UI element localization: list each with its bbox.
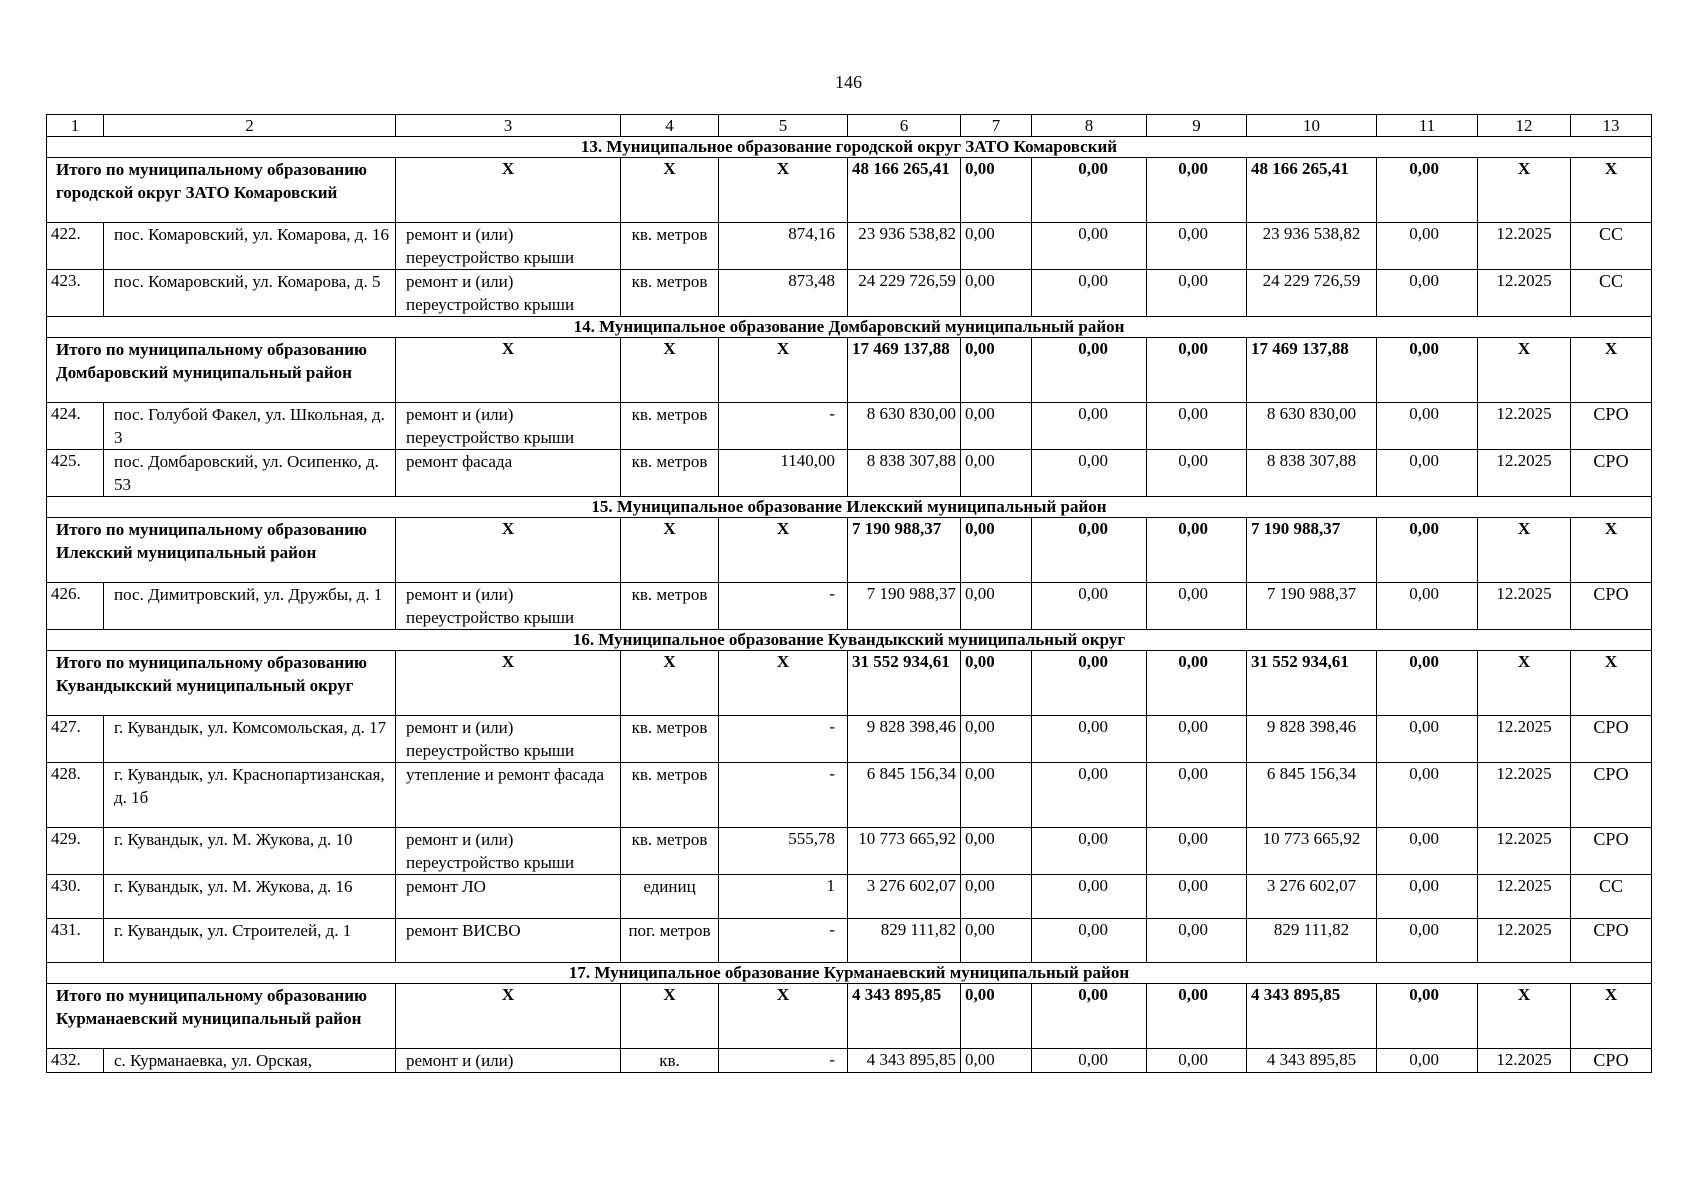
unit: кв. метров bbox=[621, 716, 719, 763]
total-col11: 0,00 bbox=[1377, 338, 1478, 403]
total-col7: 0,00 bbox=[961, 338, 1032, 403]
col9: 0,00 bbox=[1147, 875, 1247, 919]
work-type: ремонт и (или) переустройство крыши bbox=[396, 270, 621, 317]
total-col8: 0,00 bbox=[1032, 518, 1147, 583]
funding-method: СРО bbox=[1571, 763, 1652, 828]
volume: - bbox=[719, 1049, 848, 1073]
total-col10: 17 469 137,88 bbox=[1247, 338, 1377, 403]
volume: 873,48 bbox=[719, 270, 848, 317]
work-type: ремонт и (или) переустройство крыши bbox=[396, 828, 621, 875]
unit: кв. метров bbox=[621, 403, 719, 450]
completion-date: 12.2025 bbox=[1478, 716, 1571, 763]
column-number: 2 bbox=[104, 115, 396, 137]
column-number: 11 bbox=[1377, 115, 1478, 137]
volume: 555,78 bbox=[719, 828, 848, 875]
col10: 829 111,82 bbox=[1247, 919, 1377, 963]
col10: 23 936 538,82 bbox=[1247, 223, 1377, 270]
completion-date: 12.2025 bbox=[1478, 223, 1571, 270]
funding-method: СС bbox=[1571, 270, 1652, 317]
volume: 1140,00 bbox=[719, 450, 848, 497]
address: г. Кувандык, ул. М. Жукова, д. 16 bbox=[104, 875, 396, 919]
completion-date: 12.2025 bbox=[1478, 1049, 1571, 1073]
cost: 3 276 602,07 bbox=[848, 875, 961, 919]
column-number: 8 bbox=[1032, 115, 1147, 137]
completion-date: 12.2025 bbox=[1478, 583, 1571, 630]
section-header-row bbox=[47, 137, 1652, 158]
col10: 9 828 398,46 bbox=[1247, 716, 1377, 763]
col9: 0,00 bbox=[1147, 403, 1247, 450]
table-row bbox=[47, 223, 1652, 270]
cost: 23 936 538,82 bbox=[848, 223, 961, 270]
col11: 0,00 bbox=[1377, 1049, 1478, 1073]
row-number: 430. bbox=[47, 875, 104, 919]
funding-method: СС bbox=[1571, 875, 1652, 919]
total-title: Итого по муниципальному образованию городской округ ЗАТО Комаровский bbox=[47, 158, 396, 223]
total-col10: 4 343 895,85 bbox=[1247, 984, 1377, 1049]
volume: 874,16 bbox=[719, 223, 848, 270]
total-volume: X bbox=[719, 338, 848, 403]
table-body bbox=[47, 115, 1652, 1073]
work-type: ремонт и (или) bbox=[396, 1049, 621, 1073]
row-number: 432. bbox=[47, 1049, 104, 1073]
total-col10: 7 190 988,37 bbox=[1247, 518, 1377, 583]
cost: 10 773 665,92 bbox=[848, 828, 961, 875]
col7: 0,00 bbox=[961, 270, 1032, 317]
section-total-row bbox=[47, 651, 1652, 716]
work-type: ремонт ВИСВО bbox=[396, 919, 621, 963]
total-work-type: X bbox=[396, 651, 621, 716]
col9: 0,00 bbox=[1147, 450, 1247, 497]
col11: 0,00 bbox=[1377, 875, 1478, 919]
col7: 0,00 bbox=[961, 450, 1032, 497]
table-row bbox=[47, 403, 1652, 450]
total-unit: X bbox=[621, 984, 719, 1049]
address: г. Кувандык, ул. Комсомольская, д. 17 bbox=[104, 716, 396, 763]
total-col11: 0,00 bbox=[1377, 984, 1478, 1049]
total-unit: X bbox=[621, 158, 719, 223]
unit: кв. метров bbox=[621, 223, 719, 270]
col7: 0,00 bbox=[961, 828, 1032, 875]
section-header-row bbox=[47, 630, 1652, 651]
col8: 0,00 bbox=[1032, 583, 1147, 630]
table-row bbox=[47, 875, 1652, 919]
section-title: 15. Муниципальное образование Илекский муниципальный район bbox=[47, 497, 1652, 518]
total-work-type: X bbox=[396, 518, 621, 583]
col11: 0,00 bbox=[1377, 919, 1478, 963]
col11: 0,00 bbox=[1377, 270, 1478, 317]
table-row bbox=[47, 583, 1652, 630]
work-type: ремонт фасада bbox=[396, 450, 621, 497]
col10: 6 845 156,34 bbox=[1247, 763, 1377, 828]
unit: кв. метров bbox=[621, 763, 719, 828]
section-total-row bbox=[47, 158, 1652, 223]
col8: 0,00 bbox=[1032, 763, 1147, 828]
total-cost: 48 166 265,41 bbox=[848, 158, 961, 223]
total-date: X bbox=[1478, 518, 1571, 583]
column-number: 6 bbox=[848, 115, 961, 137]
funding-method: СРО bbox=[1571, 1049, 1652, 1073]
col10: 8 838 307,88 bbox=[1247, 450, 1377, 497]
unit: пог. метров bbox=[621, 919, 719, 963]
col8: 0,00 bbox=[1032, 270, 1147, 317]
col7: 0,00 bbox=[961, 763, 1032, 828]
table-row bbox=[47, 450, 1652, 497]
completion-date: 12.2025 bbox=[1478, 875, 1571, 919]
col11: 0,00 bbox=[1377, 223, 1478, 270]
total-volume: X bbox=[719, 518, 848, 583]
section-title: 17. Муниципальное образование Курманаевский муниципальный район bbox=[47, 963, 1652, 984]
cost: 7 190 988,37 bbox=[848, 583, 961, 630]
total-date: X bbox=[1478, 651, 1571, 716]
col10: 8 630 830,00 bbox=[1247, 403, 1377, 450]
col7: 0,00 bbox=[961, 919, 1032, 963]
col8: 0,00 bbox=[1032, 875, 1147, 919]
work-type: утепление и ремонт фасада bbox=[396, 763, 621, 828]
total-title: Итого по муниципальному образованию Илекский муниципальный район bbox=[47, 518, 396, 583]
col10: 4 343 895,85 bbox=[1247, 1049, 1377, 1073]
funding-method: СРО bbox=[1571, 403, 1652, 450]
table-row bbox=[47, 828, 1652, 875]
total-col9: 0,00 bbox=[1147, 158, 1247, 223]
total-col8: 0,00 bbox=[1032, 984, 1147, 1049]
col11: 0,00 bbox=[1377, 828, 1478, 875]
total-unit: X bbox=[621, 518, 719, 583]
col9: 0,00 bbox=[1147, 223, 1247, 270]
total-col7: 0,00 bbox=[961, 518, 1032, 583]
address: г. Кувандык, ул. Краснопартизанская, д. 1б bbox=[104, 763, 396, 828]
work-type: ремонт и (или) переустройство крыши bbox=[396, 583, 621, 630]
address: с. Курманаевка, ул. Орская, bbox=[104, 1049, 396, 1073]
col9: 0,00 bbox=[1147, 919, 1247, 963]
col11: 0,00 bbox=[1377, 583, 1478, 630]
col7: 0,00 bbox=[961, 875, 1032, 919]
table-row bbox=[47, 919, 1652, 963]
funding-method: СРО bbox=[1571, 450, 1652, 497]
section-title: 14. Муниципальное образование Домбаровский муниципальный район bbox=[47, 317, 1652, 338]
total-method: X bbox=[1571, 158, 1652, 223]
col7: 0,00 bbox=[961, 1049, 1032, 1073]
total-cost: 31 552 934,61 bbox=[848, 651, 961, 716]
volume: - bbox=[719, 583, 848, 630]
row-number: 429. bbox=[47, 828, 104, 875]
total-method: X bbox=[1571, 651, 1652, 716]
total-work-type: X bbox=[396, 158, 621, 223]
section-total-row bbox=[47, 338, 1652, 403]
work-type: ремонт и (или) переустройство крыши bbox=[396, 403, 621, 450]
funding-method: СРО bbox=[1571, 583, 1652, 630]
col7: 0,00 bbox=[961, 403, 1032, 450]
total-col11: 0,00 bbox=[1377, 518, 1478, 583]
col10: 7 190 988,37 bbox=[1247, 583, 1377, 630]
section-header-row bbox=[47, 963, 1652, 984]
total-col10: 48 166 265,41 bbox=[1247, 158, 1377, 223]
total-col7: 0,00 bbox=[961, 158, 1032, 223]
col7: 0,00 bbox=[961, 716, 1032, 763]
total-cost: 17 469 137,88 bbox=[848, 338, 961, 403]
col7: 0,00 bbox=[961, 223, 1032, 270]
total-date: X bbox=[1478, 338, 1571, 403]
col8: 0,00 bbox=[1032, 223, 1147, 270]
total-method: X bbox=[1571, 338, 1652, 403]
unit: кв. метров bbox=[621, 828, 719, 875]
total-work-type: X bbox=[396, 984, 621, 1049]
total-cost: 4 343 895,85 bbox=[848, 984, 961, 1049]
row-number: 431. bbox=[47, 919, 104, 963]
col11: 0,00 bbox=[1377, 403, 1478, 450]
col10: 24 229 726,59 bbox=[1247, 270, 1377, 317]
cost: 9 828 398,46 bbox=[848, 716, 961, 763]
work-type: ремонт и (или) переустройство крыши bbox=[396, 223, 621, 270]
completion-date: 12.2025 bbox=[1478, 919, 1571, 963]
unit: единиц bbox=[621, 875, 719, 919]
work-type: ремонт и (или) переустройство крыши bbox=[396, 716, 621, 763]
total-date: X bbox=[1478, 158, 1571, 223]
total-col9: 0,00 bbox=[1147, 338, 1247, 403]
volume: - bbox=[719, 403, 848, 450]
total-col8: 0,00 bbox=[1032, 651, 1147, 716]
section-title: 13. Муниципальное образование городской округ ЗАТО Комаровский bbox=[47, 137, 1652, 158]
section-title: 16. Муниципальное образование Кувандыкский муниципальный округ bbox=[47, 630, 1652, 651]
section-total-row bbox=[47, 984, 1652, 1049]
column-number: 4 bbox=[621, 115, 719, 137]
total-col7: 0,00 bbox=[961, 984, 1032, 1049]
col11: 0,00 bbox=[1377, 763, 1478, 828]
total-col7: 0,00 bbox=[961, 651, 1032, 716]
col8: 0,00 bbox=[1032, 919, 1147, 963]
col11: 0,00 bbox=[1377, 716, 1478, 763]
row-number: 426. bbox=[47, 583, 104, 630]
row-number: 422. bbox=[47, 223, 104, 270]
total-title: Итого по муниципальному образованию Кувандыкский муниципальный округ bbox=[47, 651, 396, 716]
column-number-row bbox=[47, 115, 1652, 137]
section-header-row bbox=[47, 317, 1652, 338]
col8: 0,00 bbox=[1032, 716, 1147, 763]
total-volume: X bbox=[719, 651, 848, 716]
cost: 4 343 895,85 bbox=[848, 1049, 961, 1073]
total-col9: 0,00 bbox=[1147, 984, 1247, 1049]
cost: 6 845 156,34 bbox=[848, 763, 961, 828]
cost: 24 229 726,59 bbox=[848, 270, 961, 317]
col9: 0,00 bbox=[1147, 716, 1247, 763]
total-unit: X bbox=[621, 651, 719, 716]
table-row bbox=[47, 763, 1652, 828]
funding-method: СС bbox=[1571, 223, 1652, 270]
row-number: 427. bbox=[47, 716, 104, 763]
col9: 0,00 bbox=[1147, 270, 1247, 317]
total-col8: 0,00 bbox=[1032, 158, 1147, 223]
section-total-row bbox=[47, 518, 1652, 583]
row-number: 424. bbox=[47, 403, 104, 450]
total-col11: 0,00 bbox=[1377, 158, 1478, 223]
column-number: 3 bbox=[396, 115, 621, 137]
total-volume: X bbox=[719, 984, 848, 1049]
unit: кв. метров bbox=[621, 450, 719, 497]
repair-program-table bbox=[46, 114, 1652, 1073]
total-col8: 0,00 bbox=[1032, 338, 1147, 403]
column-number: 1 bbox=[47, 115, 104, 137]
column-number: 7 bbox=[961, 115, 1032, 137]
volume: - bbox=[719, 763, 848, 828]
funding-method: СРО bbox=[1571, 716, 1652, 763]
total-method: X bbox=[1571, 984, 1652, 1049]
total-volume: X bbox=[719, 158, 848, 223]
address: пос. Домбаровский, ул. Осипенко, д. 53 bbox=[104, 450, 396, 497]
col9: 0,00 bbox=[1147, 763, 1247, 828]
funding-method: СРО bbox=[1571, 919, 1652, 963]
unit: кв. метров bbox=[621, 270, 719, 317]
cost: 8 630 830,00 bbox=[848, 403, 961, 450]
total-title: Итого по муниципальному образованию Курманаевский муниципальный район bbox=[47, 984, 396, 1049]
column-number: 9 bbox=[1147, 115, 1247, 137]
column-number: 12 bbox=[1478, 115, 1571, 137]
address: пос. Комаровский, ул. Комарова, д. 5 bbox=[104, 270, 396, 317]
col10: 10 773 665,92 bbox=[1247, 828, 1377, 875]
total-title: Итого по муниципальному образованию Домбаровский муниципальный район bbox=[47, 338, 396, 403]
total-col9: 0,00 bbox=[1147, 518, 1247, 583]
unit: кв. метров bbox=[621, 583, 719, 630]
col8: 0,00 bbox=[1032, 403, 1147, 450]
total-col11: 0,00 bbox=[1377, 651, 1478, 716]
volume: - bbox=[719, 919, 848, 963]
column-number: 5 bbox=[719, 115, 848, 137]
total-col9: 0,00 bbox=[1147, 651, 1247, 716]
address: г. Кувандык, ул. Строителей, д. 1 bbox=[104, 919, 396, 963]
address: пос. Голубой Факел, ул. Школьная, д. 3 bbox=[104, 403, 396, 450]
col8: 0,00 bbox=[1032, 450, 1147, 497]
total-work-type: X bbox=[396, 338, 621, 403]
total-method: X bbox=[1571, 518, 1652, 583]
table-row bbox=[47, 270, 1652, 317]
col9: 0,00 bbox=[1147, 1049, 1247, 1073]
completion-date: 12.2025 bbox=[1478, 403, 1571, 450]
address: пос. Комаровский, ул. Комарова, д. 16 bbox=[104, 223, 396, 270]
col9: 0,00 bbox=[1147, 583, 1247, 630]
total-cost: 7 190 988,37 bbox=[848, 518, 961, 583]
row-number: 428. bbox=[47, 763, 104, 828]
completion-date: 12.2025 bbox=[1478, 270, 1571, 317]
section-header-row bbox=[47, 497, 1652, 518]
completion-date: 12.2025 bbox=[1478, 763, 1571, 828]
address: пос. Димитровский, ул. Дружбы, д. 1 bbox=[104, 583, 396, 630]
column-number: 13 bbox=[1571, 115, 1652, 137]
col11: 0,00 bbox=[1377, 450, 1478, 497]
volume: 1 bbox=[719, 875, 848, 919]
column-number: 10 bbox=[1247, 115, 1377, 137]
page-number: 146 bbox=[835, 72, 862, 92]
col8: 0,00 bbox=[1032, 1049, 1147, 1073]
row-number: 425. bbox=[47, 450, 104, 497]
col7: 0,00 bbox=[961, 583, 1032, 630]
row-number: 423. bbox=[47, 270, 104, 317]
table-row bbox=[47, 716, 1652, 763]
unit: кв. bbox=[621, 1049, 719, 1073]
cost: 8 838 307,88 bbox=[848, 450, 961, 497]
completion-date: 12.2025 bbox=[1478, 828, 1571, 875]
work-type: ремонт ЛО bbox=[396, 875, 621, 919]
total-date: X bbox=[1478, 984, 1571, 1049]
address: г. Кувандык, ул. М. Жукова, д. 10 bbox=[104, 828, 396, 875]
table-row bbox=[47, 1049, 1652, 1073]
total-unit: X bbox=[621, 338, 719, 403]
col9: 0,00 bbox=[1147, 828, 1247, 875]
col8: 0,00 bbox=[1032, 828, 1147, 875]
total-col10: 31 552 934,61 bbox=[1247, 651, 1377, 716]
funding-method: СРО bbox=[1571, 828, 1652, 875]
col10: 3 276 602,07 bbox=[1247, 875, 1377, 919]
volume: - bbox=[719, 716, 848, 763]
cost: 829 111,82 bbox=[848, 919, 961, 963]
completion-date: 12.2025 bbox=[1478, 450, 1571, 497]
